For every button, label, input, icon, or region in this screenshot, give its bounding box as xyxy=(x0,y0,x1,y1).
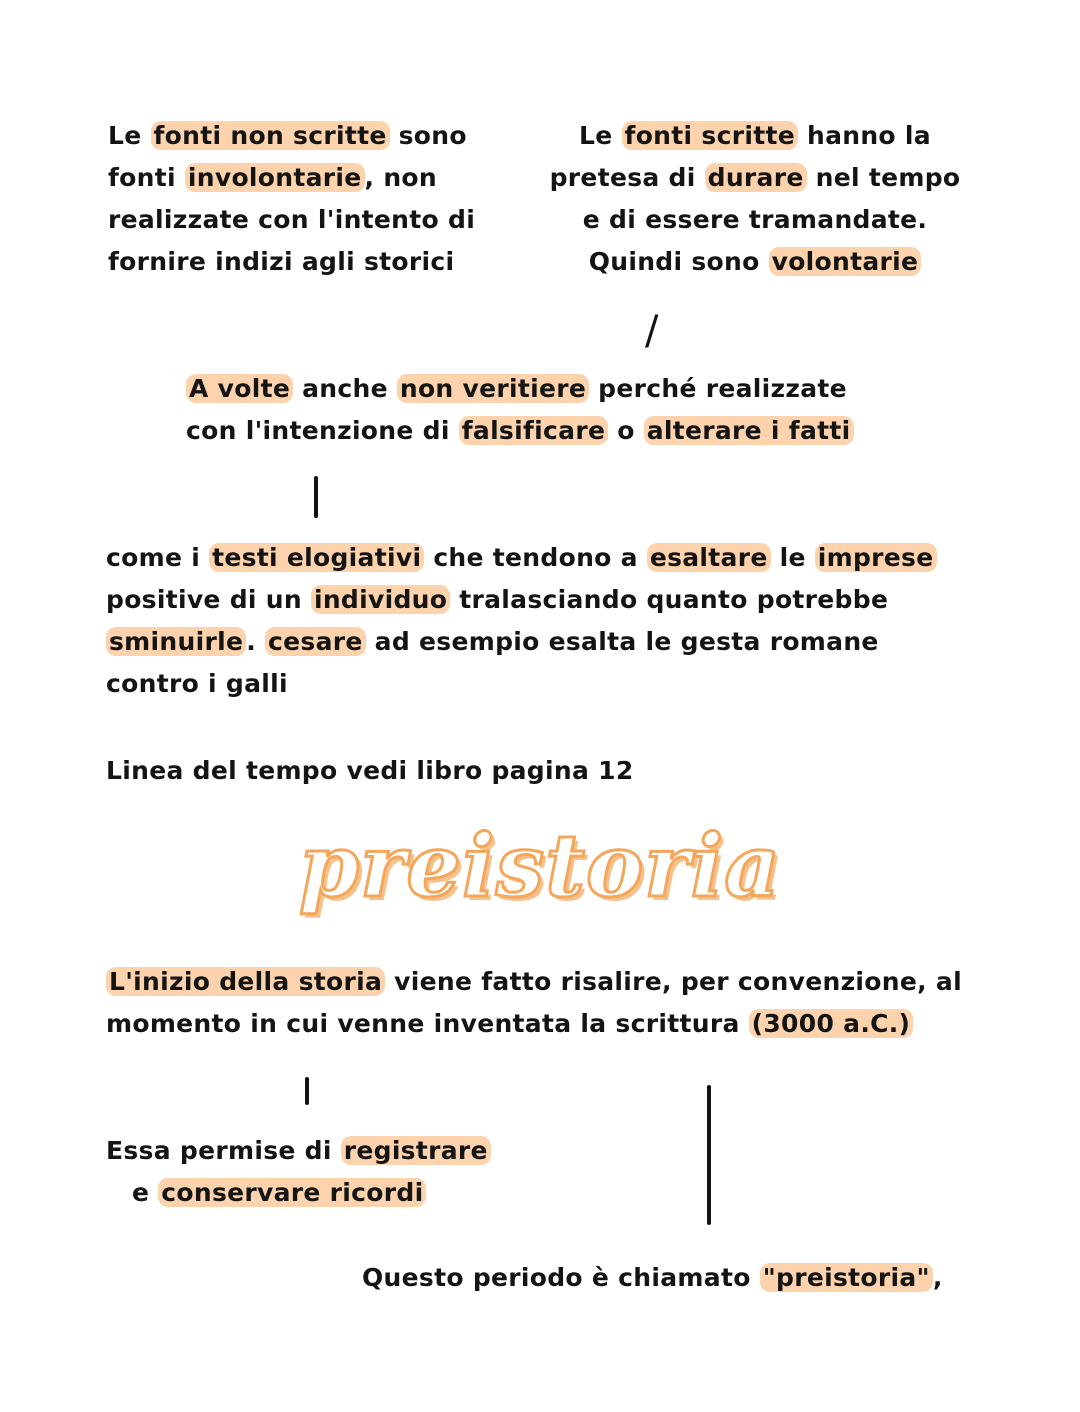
highlight: imprese xyxy=(815,543,937,572)
highlight: sminuirle xyxy=(106,627,246,656)
page-title: preistoria xyxy=(298,816,782,917)
text: e xyxy=(132,1178,159,1207)
text: . xyxy=(246,627,266,656)
text: hanno la xyxy=(797,121,931,150)
vertical-connector-line xyxy=(305,1077,309,1105)
text: Essa permise di xyxy=(106,1136,341,1165)
highlight: registrare xyxy=(341,1136,491,1165)
text: che tendono a xyxy=(424,543,647,572)
highlight: testi elogiativi xyxy=(209,543,424,572)
writing-line-2 xyxy=(106,1172,491,1214)
text: viene fatto risalire, per convenzione, al xyxy=(385,967,962,996)
timeline-note: Linea del tempo vedi libro pagina 12 xyxy=(106,756,634,785)
text: fonti xyxy=(108,163,185,192)
right-line-2 xyxy=(540,157,970,199)
example-line-4: contro i galli xyxy=(106,669,288,698)
left-line-2 xyxy=(108,157,475,199)
writing-line-1 xyxy=(106,1130,491,1172)
text: sono xyxy=(389,121,467,150)
example-paragraph xyxy=(106,537,937,705)
highlight: durare xyxy=(705,163,807,192)
highlight: involontarie xyxy=(185,163,365,192)
highlight: "preistoria" xyxy=(760,1263,933,1292)
vertical-connector-line xyxy=(314,476,318,518)
highlight: conservare ricordi xyxy=(158,1178,426,1207)
text: Le xyxy=(108,121,151,150)
right-line-4 xyxy=(540,241,970,283)
text: momento in cui venne inventata la scrittura xyxy=(106,1009,749,1038)
text: Questo periodo è chiamato xyxy=(362,1263,760,1292)
highlight: non veritiere xyxy=(397,374,589,403)
text: le xyxy=(770,543,815,572)
text: o xyxy=(608,416,644,445)
highlight: alterare i fatti xyxy=(644,416,854,445)
text: anche xyxy=(293,374,397,403)
text: tralasciando quanto potrebbe xyxy=(450,585,889,614)
example-line-3 xyxy=(106,621,937,663)
text: positive di un xyxy=(106,585,311,614)
text: con l'intenzione di xyxy=(186,416,459,445)
left-line-3: realizzate con l'intento di xyxy=(108,205,476,234)
middle-line-1 xyxy=(186,368,854,410)
highlight: L'inizio della storia xyxy=(106,967,385,996)
left-paragraph xyxy=(108,115,475,283)
text: Le xyxy=(579,121,622,150)
text: pretesa di xyxy=(549,163,705,192)
highlight: individuo xyxy=(311,585,450,614)
text: , non xyxy=(364,163,438,192)
example-line-2 xyxy=(106,579,937,621)
text: nel tempo xyxy=(806,163,961,192)
highlight: (3000 a.C.) xyxy=(749,1009,914,1038)
highlight: cesare xyxy=(265,627,366,656)
history-line-1 xyxy=(106,961,962,1003)
writing-paragraph xyxy=(106,1130,491,1214)
text: Quindi sono xyxy=(588,247,769,276)
text: ad esempio esalta le gesta romane xyxy=(365,627,879,656)
slash-connector: / xyxy=(645,308,659,354)
highlight: esaltare xyxy=(647,543,771,572)
vertical-connector-line xyxy=(707,1085,711,1225)
right-line-1 xyxy=(540,115,970,157)
highlight: fonti non scritte xyxy=(151,121,390,150)
example-line-1 xyxy=(106,537,937,579)
middle-line-2 xyxy=(186,410,854,452)
period-line-1 xyxy=(362,1257,943,1299)
highlight: fonti scritte xyxy=(622,121,798,150)
history-paragraph xyxy=(106,961,962,1045)
text: , xyxy=(932,1263,943,1292)
highlight: falsificare xyxy=(459,416,609,445)
history-line-2 xyxy=(106,1003,962,1045)
highlight: volontarie xyxy=(769,247,922,276)
middle-paragraph xyxy=(186,368,854,452)
left-line-4: fornire indizi agli storici xyxy=(108,247,455,276)
text: come i xyxy=(106,543,210,572)
left-line-1 xyxy=(108,115,475,157)
right-line-3: e di essere tramandate. xyxy=(582,205,928,234)
period-paragraph xyxy=(362,1257,943,1299)
highlight: A volte xyxy=(186,374,293,403)
right-paragraph xyxy=(540,115,970,283)
text: perché realizzate xyxy=(589,374,847,403)
